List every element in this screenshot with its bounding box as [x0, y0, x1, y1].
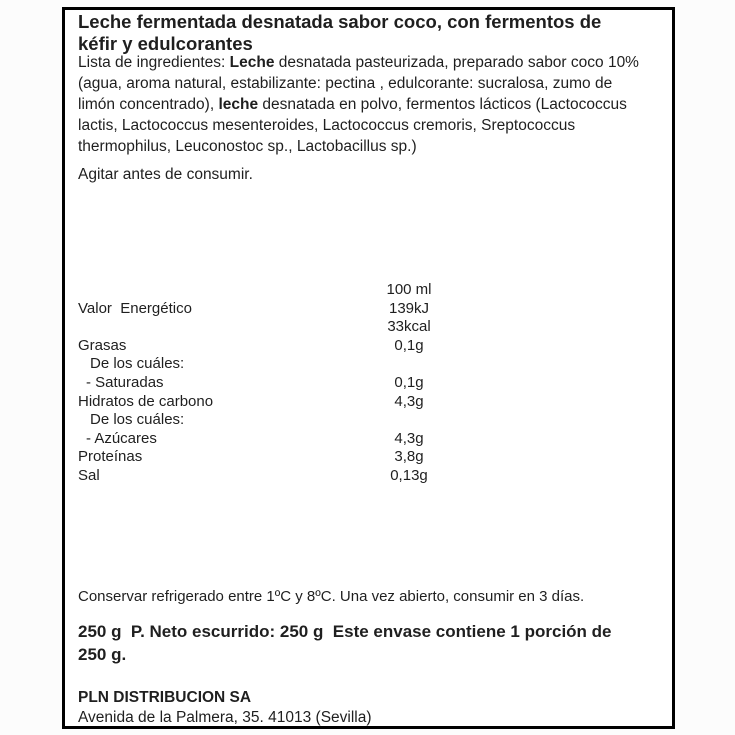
shake-notice: Agitar antes de consumir. [78, 166, 253, 183]
nutrition-column-header: 100 ml [386, 281, 432, 298]
nutrition-row-label: - Azúcares [86, 429, 157, 447]
nutrition-row-value: 4,3g [394, 429, 424, 447]
product-title-line1: Leche fermentada desnatada sabor coco, con fermentos de [78, 11, 602, 32]
nutrition-row-value: 33kcal [387, 318, 431, 336]
nutrition-row-label: - Saturadas [86, 373, 164, 391]
product-label-card [62, 7, 675, 729]
net-weight-line1: 250 g P. Neto escurrido: 250 g Este envase contiene 1 porción de [78, 622, 612, 641]
nutrition-row-salt [78, 467, 659, 486]
ingredients-line3-rest: desnatada en polvo, fermentos lácticos (Lactococcus [258, 96, 627, 113]
nutrition-table [78, 281, 659, 486]
nutrition-row-carbs-ofwhich [78, 411, 659, 430]
nutrition-row-label: Valor Energético [78, 299, 192, 317]
ingredients-line3-start: limón concentrado), [78, 96, 219, 113]
ingredients-paragraph [78, 52, 674, 157]
nutrition-row-value [339, 355, 479, 374]
ingredients-line1 [78, 52, 674, 73]
nutrition-row-label: De los cuáles: [90, 411, 185, 429]
distributor-name: PLN DISTRIBUCION SA [78, 689, 252, 706]
ingredients-line5: thermophilus, Leuconostoc sp., Lactobacillus sp.) [78, 138, 417, 155]
nutrition-row-protein [78, 448, 659, 467]
ingredients-line2: (agua, aroma natural, estabilizante: pectina , edulcorante: sucralosa, zumo de [78, 75, 613, 92]
nutrition-row-label: Hidratos de carbono [78, 392, 214, 410]
nutrition-row-label: Grasas [78, 336, 127, 354]
net-weight-line2: 250 g. [78, 645, 127, 664]
nutrition-row-value [339, 411, 479, 430]
nutrition-row-value: 3,8g [394, 448, 424, 466]
ingredients-line4: lactis, Lactococcus mesenteroides, Lactococcus cremoris, Sreptococcus [78, 117, 576, 134]
storage-notice: Conservar refrigerado entre 1ºC y 8ºC. Una vez abierto, consumir en 3 días. [78, 588, 585, 605]
ingredients-line3 [78, 94, 674, 115]
nutrition-row-energy-kcal [78, 318, 659, 337]
product-title-line2: kéfir y edulcorantes [78, 33, 253, 54]
nutrition-row-value: 0,1g [394, 373, 424, 391]
nutrition-row-label: Proteínas [78, 448, 143, 466]
nutrition-row-value: 0,1g [394, 336, 424, 354]
nutrition-row-fat-ofwhich [78, 355, 659, 374]
nutrition-header-row [78, 281, 659, 300]
nutrition-row-label: De los cuáles: [90, 355, 185, 373]
nutrition-row-sugars [78, 430, 659, 449]
nutrition-row-value: 139kJ [388, 299, 430, 317]
ingredients-line1-rest: desnatada pasteurizada, preparado sabor coco 10% [274, 54, 639, 71]
nutrition-row-fat [78, 337, 659, 356]
distributor-info [78, 688, 663, 728]
product-title [78, 11, 674, 55]
nutrition-row-value: 4,3g [394, 392, 424, 410]
distributor-address: Avenida de la Palmera, 35. 41013 (Sevilla) [78, 709, 372, 726]
nutrition-row-carbs [78, 393, 659, 412]
nutrition-row-energy-kj [78, 300, 659, 319]
net-weight-statement [78, 620, 668, 666]
nutrition-row-label [78, 318, 339, 337]
ingredients-intro: Lista de ingredientes: [78, 54, 230, 71]
ingredients-bold-leche-2: leche [218, 96, 259, 113]
nutrition-row-saturates [78, 374, 659, 393]
nutrition-row-label: Sal [78, 466, 100, 484]
nutrition-header-label [78, 281, 339, 300]
ingredients-bold-leche-1: Leche [229, 54, 275, 71]
nutrition-row-value: 0,13g [390, 466, 428, 484]
